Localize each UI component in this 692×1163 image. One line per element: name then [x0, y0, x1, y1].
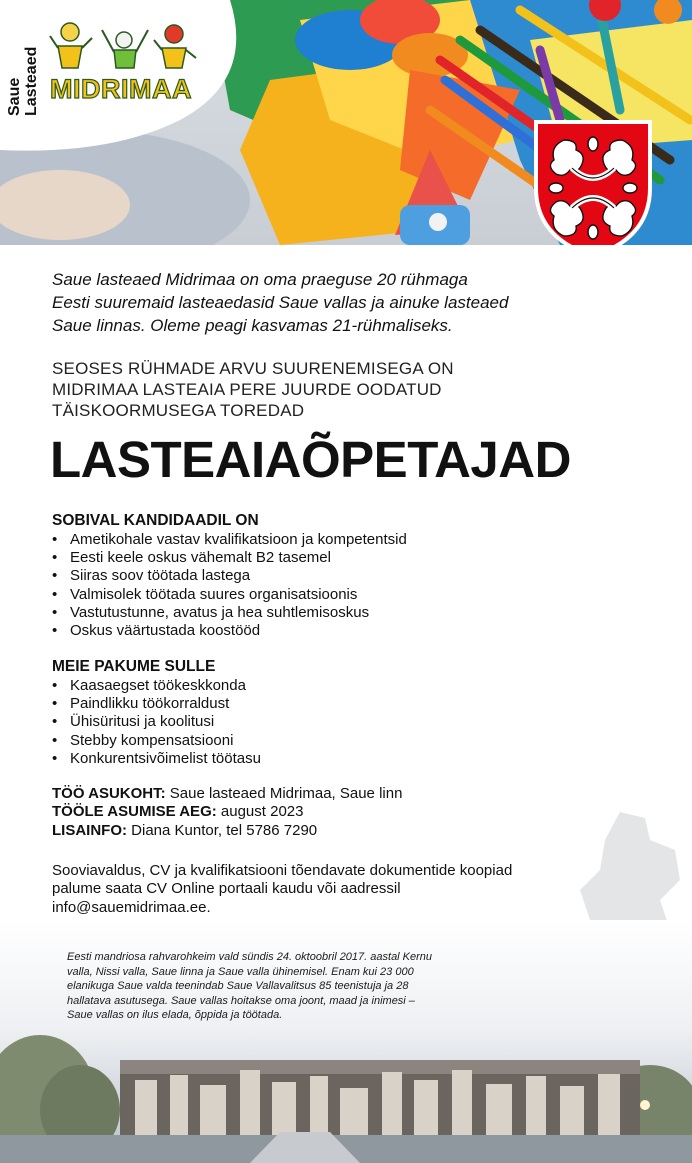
- location-value: Saue lasteaed Midrimaa, Saue linn: [165, 785, 403, 802]
- intro-paragraph: [52, 268, 612, 337]
- saue-crest-icon: [532, 118, 654, 245]
- parish-note: [67, 950, 507, 1023]
- list-item: • Vastutustunne, avatus ja hea suhtlemisoskus: [52, 604, 407, 622]
- list-item: • Ühisüritusi ja koolitusi: [52, 713, 261, 731]
- note-line: hallatava asutusega. Saue vallas hoitakse oma joont, maad ja inimesi –: [67, 994, 415, 1007]
- children-figures-icon: [48, 18, 198, 76]
- list-item: • Siiras soov töötada lastega: [52, 567, 407, 585]
- contact-row: [52, 822, 552, 840]
- logo-wordmark: MIDRIMAA: [50, 74, 192, 104]
- logo-line1: Saue: [6, 77, 23, 116]
- note-line: valla, Nissi valla, Saue linna ja Saue valla ühinemisel. Enam kui 23 000: [67, 965, 414, 978]
- apply-line: Sooviavaldus, CV ja kvalifikatsiooni tõendavate dokumentide koopiad: [52, 862, 513, 879]
- list-item: • Paindlikku töökorraldust: [52, 695, 261, 713]
- intro-line: Saue lasteaed Midrimaa on oma praeguse 20 rühmaga: [52, 270, 468, 289]
- intro-line: Eesti suuremaid lasteaedasid Saue vallas ja ainuke lasteaed: [52, 293, 509, 312]
- apply-email[interactable]: info@sauemidrimaa.ee.: [52, 898, 211, 916]
- announcement-line: SEOSES RÜHMADE ARVU SUURENEMISEGA ON: [52, 359, 454, 378]
- note-line: Eesti mandriosa rahvarohkeim vald sündis 24. oktoobril 2017. aastal Kernu: [67, 951, 433, 963]
- list-item: • Eesti keele oskus vähemalt B2 tasemel: [52, 549, 407, 567]
- logo-vertical-text: [6, 18, 42, 116]
- list-item: • Oskus väärtustada koostööd: [52, 622, 407, 640]
- start-label: TÖÖLE ASUMISE AEG:: [52, 803, 217, 821]
- apply-line: palume saata CV Online portaali kaudu või aadressil: [52, 880, 401, 898]
- list-item: • Stebby kompensatsiooni: [52, 732, 261, 750]
- list-item: • Kaasaegset töökeskkonda: [52, 677, 261, 695]
- apply-instructions: [52, 862, 572, 917]
- logo: [0, 0, 240, 150]
- note-line: elanikuga Saue valda teenindab Saue Vallavalitsus 85 teenistuja ja 28: [67, 980, 409, 993]
- note-line: Saue vallas on ilus elada, õppida ja töötada.: [67, 1009, 283, 1022]
- job-details: [52, 785, 552, 840]
- candidate-list: [52, 531, 407, 640]
- candidate-heading: SOBIVAL KANDIDAADIL ON: [52, 512, 259, 529]
- contact-label: LISAINFO:: [52, 821, 127, 839]
- location-label: TÖÖ ASUKOHT:: [52, 785, 166, 802]
- intro-line: Saue linnas. Oleme peagi kasvamas 21-rühmaliseks.: [52, 316, 453, 335]
- announcement-line: TÄISKOORMUSEGA TOREDAD: [52, 401, 305, 420]
- contact-value: Diana Kuntor, tel 5786 7290: [127, 821, 318, 839]
- announcement-line: MIDRIMAA LASTEAIA PERE JUURDE OODATUD: [52, 380, 442, 399]
- job-title: LASTEAIAÕPETAJAD: [50, 431, 571, 488]
- announcement-text: [52, 358, 612, 421]
- logo-line2: Lasteaed: [23, 46, 40, 116]
- start-row: [52, 803, 552, 821]
- header-photo: [0, 0, 692, 245]
- list-item: • Konkurentsivõimelist töötasu: [52, 750, 261, 768]
- start-value: august 2023: [216, 803, 304, 821]
- list-item: • Valmisolek töötada suures organisatsioonis: [52, 586, 407, 604]
- offer-heading: MEIE PAKUME SULLE: [52, 658, 216, 675]
- list-item: • Ametikohale vastav kvalifikatsioon ja kompetentsid: [52, 531, 407, 549]
- location-row: [52, 785, 552, 803]
- offer-list: [52, 677, 261, 768]
